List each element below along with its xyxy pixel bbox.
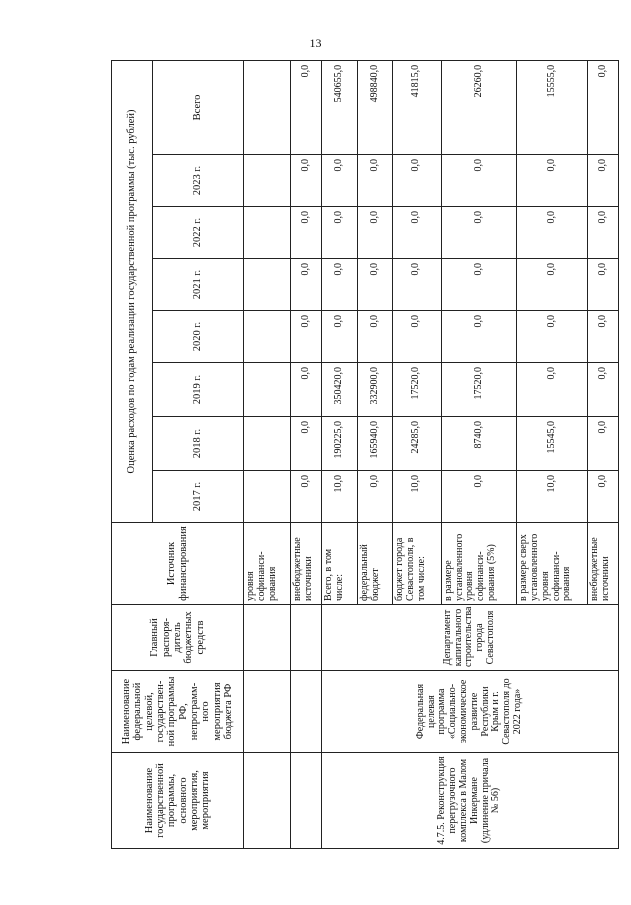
value-cell: 0,0 [441, 207, 516, 259]
value-cell: 0,0 [291, 417, 322, 471]
source-cell: бюджет города Севастополя, в том числе: [392, 523, 441, 605]
federal-program-cell: Федеральная целевая программа «Социально-экономическое развитие Республики Крым и г. Севастополя до 2022 года» [321, 671, 618, 753]
value-cell: 10,0 [392, 471, 441, 523]
value-cell: 0,0 [588, 60, 619, 154]
value-cell: 0,0 [358, 471, 393, 523]
value-cell: 332900,0 [358, 363, 393, 417]
header-year: 2018 г. [152, 417, 244, 471]
budget-table [111, 60, 619, 849]
header-federal-program: Наименование федеральной целевой, государствен-ной программы РФ, непрограмм-ного мероприятия бюджета РФ [112, 671, 244, 753]
value-cell: 0,0 [321, 207, 358, 259]
value-cell: 15555,0 [517, 60, 588, 154]
header-year: 2023 г. [152, 155, 244, 207]
value-cell: 0,0 [291, 471, 322, 523]
value-cell: 0,0 [291, 60, 322, 154]
value-cell: 0,0 [358, 155, 393, 207]
value-cell: 0,0 [358, 207, 393, 259]
value-cell: 10,0 [517, 471, 588, 523]
value-cell: 0,0 [291, 155, 322, 207]
value-cell: 190225,0 [321, 417, 358, 471]
source-cell: в размере сверх установленного уровня софинанси-рования [517, 523, 588, 605]
source-cell: внебюджетные источники [291, 523, 322, 605]
value-cell: 0,0 [517, 311, 588, 363]
value-cell: 0,0 [441, 311, 516, 363]
value-cell: 0,0 [441, 259, 516, 311]
value-cell: 0,0 [588, 471, 619, 523]
value-cell: 41815,0 [392, 60, 441, 154]
header-year: 2021 г. [152, 259, 244, 311]
value-cell: 0,0 [321, 311, 358, 363]
value-cell: 15545,0 [517, 417, 588, 471]
value-cell: 0,0 [291, 311, 322, 363]
value-cell: 10,0 [321, 471, 358, 523]
source-cell: уровня софинанси-рования [244, 523, 291, 605]
header-total: Всего [152, 60, 244, 154]
value-cell: 0,0 [517, 207, 588, 259]
budget-manager-cell: Департамент капитального строительства города Севастополя [321, 605, 618, 671]
value-cell: 0,0 [392, 207, 441, 259]
header-budget-manager: Главный распоря-дитель бюджетных средств [112, 605, 244, 671]
value-cell: 8740,0 [441, 417, 516, 471]
value-cell: 498840,0 [358, 60, 393, 154]
value-cell: 0,0 [517, 259, 588, 311]
table-row [291, 60, 322, 848]
source-cell: Всего, в том числе: [321, 523, 358, 605]
value-cell: 540655,0 [321, 60, 358, 154]
value-cell: 0,0 [392, 311, 441, 363]
value-cell: 17520,0 [392, 363, 441, 417]
value-cell: 0,0 [588, 155, 619, 207]
value-cell: 0,0 [441, 471, 516, 523]
value-cell: 0,0 [392, 259, 441, 311]
value-cell: 0,0 [441, 155, 516, 207]
value-cell: 0,0 [291, 259, 322, 311]
table-row [244, 60, 291, 848]
source-cell: внебюджетные источники [588, 523, 619, 605]
value-cell: 0,0 [321, 259, 358, 311]
header-year: 2020 г. [152, 311, 244, 363]
rotated-table-container [111, 61, 619, 849]
value-cell: 0,0 [517, 363, 588, 417]
value-cell: 17520,0 [441, 363, 516, 417]
value-cell: 0,0 [588, 259, 619, 311]
program-name-cell: 4.7.5. Реконструкция перегрузочного комплекса в Малом Инкермане (удлинение причала № 56) [321, 753, 618, 849]
value-cell: 0,0 [588, 417, 619, 471]
value-cell: 26260,0 [441, 60, 516, 154]
value-cell: 24285,0 [392, 417, 441, 471]
value-cell: 0,0 [291, 207, 322, 259]
value-cell: 0,0 [358, 311, 393, 363]
value-cell: 0,0 [321, 155, 358, 207]
value-cell: 0,0 [358, 259, 393, 311]
value-cell: 165940,0 [358, 417, 393, 471]
value-cell: 0,0 [517, 155, 588, 207]
header-year: 2017 г. [152, 471, 244, 523]
value-cell: 0,0 [392, 155, 441, 207]
value-cell: 0,0 [588, 363, 619, 417]
source-cell: в размере установленного уровня софинанси-рования (5%) [441, 523, 516, 605]
header-year: 2022 г. [152, 207, 244, 259]
page-number: 13 [309, 36, 322, 50]
header-estimate: Оценка расходов по годам реализации государственной программы (тыс. рублей) [112, 60, 153, 522]
source-cell: федеральный бюджет [358, 523, 393, 605]
value-cell: 350420,0 [321, 363, 358, 417]
header-funding-source: Источник финансирования [112, 523, 244, 605]
value-cell: 0,0 [588, 207, 619, 259]
value-cell: 0,0 [291, 363, 322, 417]
value-cell: 0,0 [588, 311, 619, 363]
table-row [321, 60, 358, 848]
header-program: Наименование государственной программы, основного мероприятия, мероприятия [112, 753, 244, 849]
header-year: 2019 г. [152, 363, 244, 417]
